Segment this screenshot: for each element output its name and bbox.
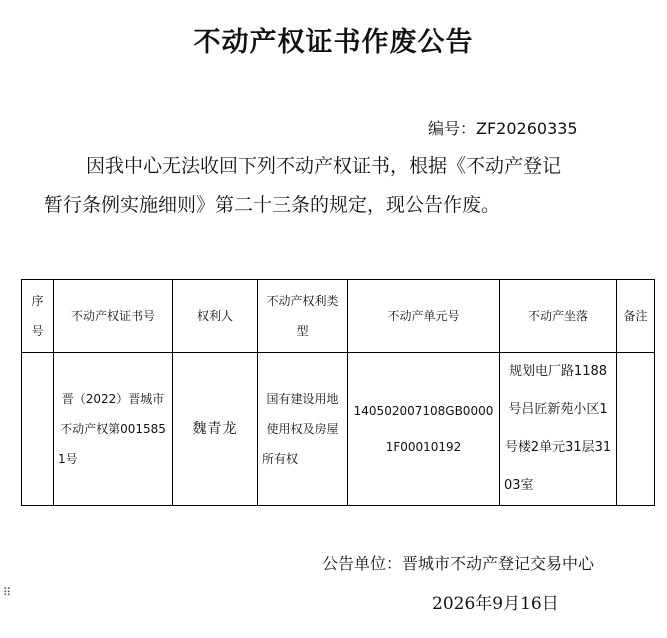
header-cert-no: 不动产权证书号 xyxy=(54,280,173,353)
notice-body-line-1: 因我中心无法收回下列不动产权证书，根据《不动产登记 xyxy=(86,155,562,177)
notice-date: 2026年9月16日 xyxy=(432,594,559,614)
header-right-type: 不动产权利类型 xyxy=(258,280,348,353)
header-unit-no: 不动产单元号 xyxy=(348,280,500,353)
header-seq: 序号 xyxy=(22,280,54,353)
cell-remark xyxy=(617,353,655,506)
cell-unit-no: 140502007108GB00001F00010192 xyxy=(348,353,500,506)
notice-title: 不动产权证书作废公告 xyxy=(193,27,474,58)
drag-handle-icon[interactable]: ⠿ xyxy=(3,586,13,599)
notice-body-line-2: 暂行条例实施细则》第二十三条的规定，现公告作废。 xyxy=(44,194,501,216)
certificate-table xyxy=(21,279,655,506)
header-owner: 权利人 xyxy=(173,280,258,353)
cell-seq xyxy=(22,353,54,506)
cell-owner: 魏青龙 xyxy=(173,353,258,506)
cell-right-type: 国有建设用地使用权及房屋所有权 xyxy=(258,353,348,506)
table-header-row xyxy=(22,280,655,353)
header-remark: 备注 xyxy=(617,280,655,353)
issuing-unit: 公告单位：晋城市不动产登记交易中心 xyxy=(322,554,595,573)
header-location: 不动产坐落 xyxy=(500,280,617,353)
cell-location: 规划电厂路1188号吕匠新苑小区1号楼2单元31层3103室 xyxy=(500,353,617,506)
cell-cert-no: 晋（2022）晋城市不动产权第0015851号 xyxy=(54,353,173,506)
table-row xyxy=(22,353,655,506)
document-number: 编号：ZF20260335 xyxy=(428,119,578,138)
